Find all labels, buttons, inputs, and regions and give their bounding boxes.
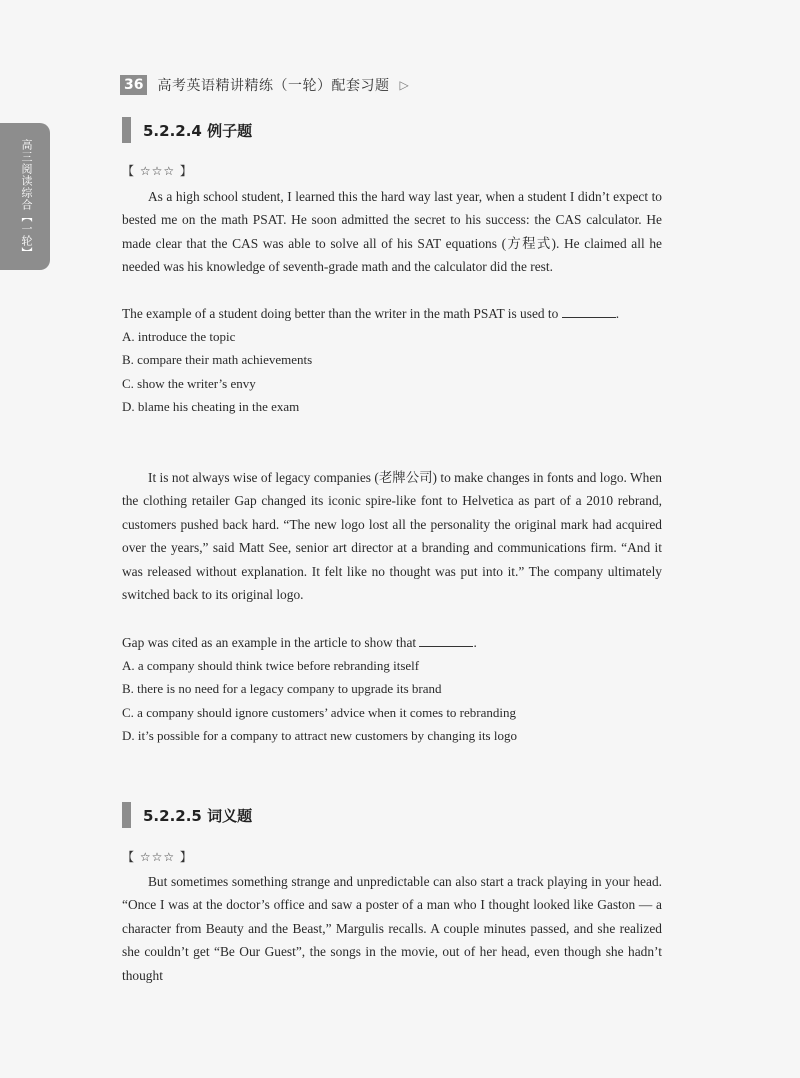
section-bar [122, 117, 131, 143]
difficulty-rating: 【 ☆☆☆ 】 [122, 850, 193, 864]
passage-text: It is not always wise of legacy companies (老牌公司) to make changes in fonts and logo. When the clothing retailer Gap changed its iconic spire-like font to Helvetica as part of a 2010 rebrand, customers pushed back hard. “The new logo lost all the personality the original mark had acquired over the years,” said Matt See, senior art director at a branding and communications firm. “And it was released without explanation. It felt like no thought was put into it.” The company ultimately switched back to its original logo. [122, 470, 662, 603]
option-b: B. there is no need for a legacy company to upgrade its brand [122, 681, 442, 697]
answer-blank [562, 303, 616, 318]
question-stem: The example of a student doing better than the writer in the math PSAT is used to . [122, 302, 662, 325]
section-title: 5.2.2.4 例子题 [143, 121, 253, 140]
difficulty-rating: 【 ☆☆☆ 】 [122, 164, 193, 178]
section-title: 5.2.2.5 词义题 [143, 806, 253, 825]
header-title: 高考英语精讲精练（一轮）配套习题 [157, 78, 390, 94]
option-d: D. blame his cheating in the exam [122, 399, 300, 415]
option-d: D. it’s possible for a company to attract new customers by changing its logo [122, 728, 517, 744]
page-number: 36 [120, 75, 147, 95]
options-list [122, 654, 662, 748]
options-list [122, 325, 662, 419]
section-heading [122, 117, 252, 143]
option-a: A. introduce the topic [122, 329, 236, 344]
question-text: The example of a student doing better than the writer in the math PSAT is used to [122, 306, 559, 321]
option-c: C. show the writer’s envy [122, 375, 256, 391]
passage-text: As a high school student, I learned this the hard way last year, when a student I didn’t expect to bested me on the math PSAT. He soon admitted the secret to his success: the CAS calculator. He made clear that the CAS was able to solve all of his SAT equations (方程式). He claimed all he needed was his knowledge of seventh-grade math and the calculator did the rest. [122, 189, 662, 275]
question-text: Gap was cited as an example in the article to show that [122, 635, 417, 650]
passage-text: But sometimes something strange and unpredictable can also start a track playing in your head. “Once I was at the doctor’s office and saw a poster of a man who I thought looked like Gaston — a character from Beauty and the Beast,” Margulis recalls. A couple minutes passed, and she realized she couldn’t get “Be Our Guest”, the songs in the movie, out of her head, even though she hadn’t thought [122, 874, 662, 983]
play-triangle-icon: ▷ [399, 78, 409, 92]
side-tab [0, 123, 50, 270]
page-header [120, 72, 409, 98]
option-b: B. compare their math achievements [122, 352, 313, 368]
side-tab-label: 高三阅读综合【一轮】 [20, 139, 33, 259]
option-c: C. a company should ignore customers’ advice when it comes to rebranding [122, 704, 516, 720]
answer-blank [419, 632, 473, 647]
section-heading [122, 802, 252, 828]
option-a: A. a company should think twice before rebranding itself [122, 658, 420, 673]
section-bar [122, 802, 131, 828]
question-stem: Gap was cited as an example in the article to show that . [122, 631, 662, 654]
